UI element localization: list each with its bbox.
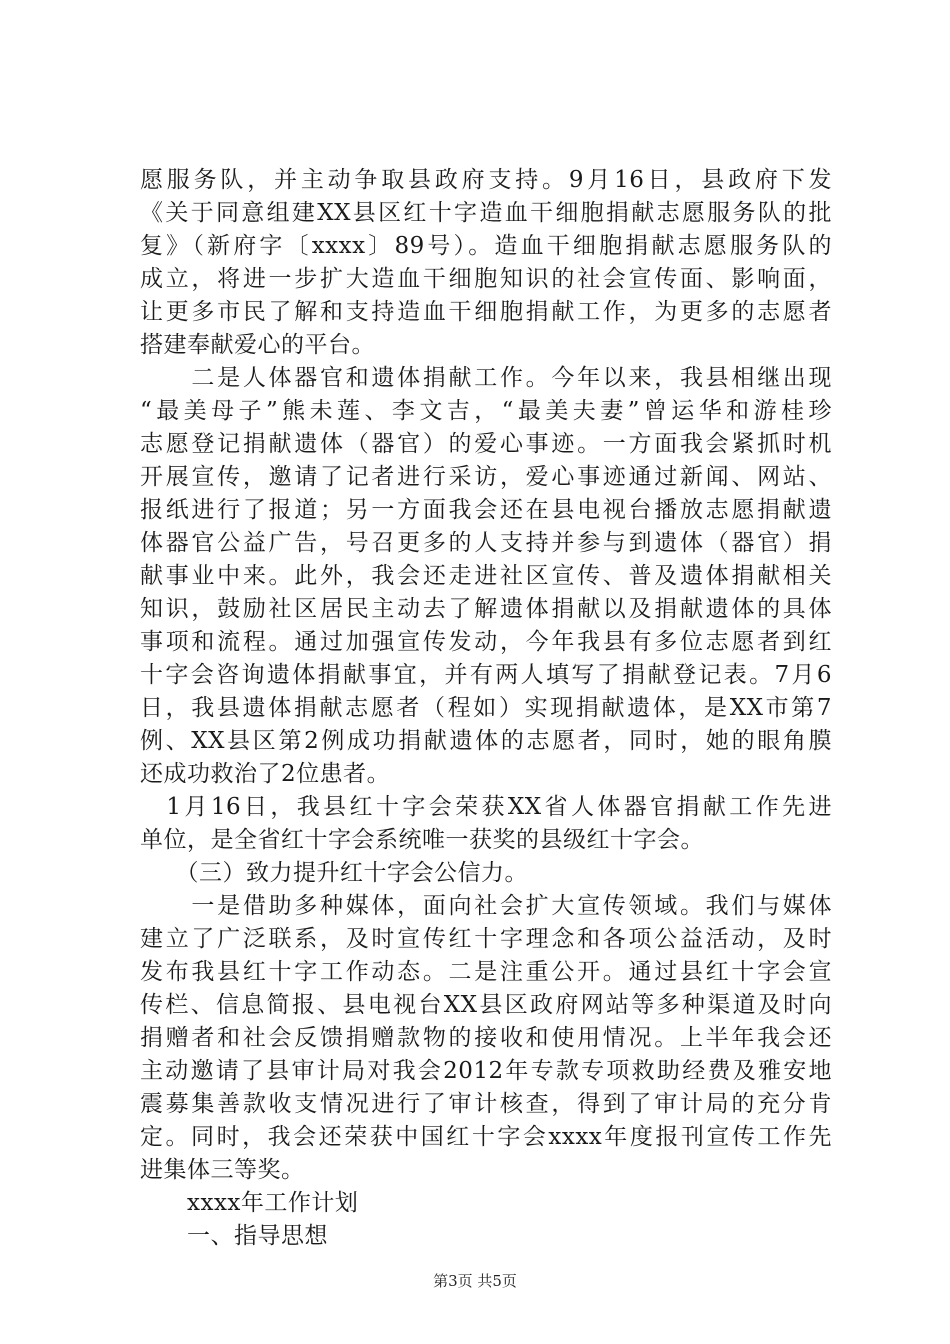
paragraph [140, 1220, 832, 1253]
text-line: 成立，将进一步扩大造血干细胞知识的社会宣传面、影响面， [140, 266, 832, 292]
text-line: 日，我县遗体捐献志愿者（程如）实现捐献遗体，是XX市第7 [140, 695, 832, 721]
text-line: 捐赠者和社会反馈捐赠款物的接收和使用情况。上半年我会还 [140, 1025, 832, 1051]
text-line: 事项和流程。通过加强宣传发动，今年我县有多位志愿者到红 [140, 629, 832, 655]
text-line: 《关于同意组建XX县区红十字造血干细胞捐献志愿服务队的批 [140, 200, 832, 226]
text-line: 定。同时，我会还荣获中国红十字会xxxx年度报刊宣传工作先 [140, 1124, 832, 1150]
page-number: 第3页 共5页 [433, 1272, 517, 1290]
text-line: 一是借助多种媒体，面向社会扩大宣传领域。我们与媒体 [140, 893, 832, 919]
document-body [140, 164, 832, 1253]
text-line: 进集体三等奖。 [140, 1157, 305, 1183]
text-line: 发布我县红十字工作动态。二是注重公开。通过县红十字会宣 [140, 959, 832, 985]
text-line: 传栏、信息简报、县电视台XX县区政府网站等多种渠道及时向 [140, 992, 832, 1018]
text-line: xxxx年工作计划 [140, 1190, 359, 1216]
text-line: 愿服务队，并主动争取县政府支持。9月16日，县政府下发 [140, 167, 832, 193]
text-line: 单位，是全省红十字会系统唯一获奖的县级红十字会。 [140, 827, 704, 853]
text-line: 一、指导思想 [140, 1223, 328, 1249]
text-line: “最美母子”熊未莲、李文吉，“最美夫妻”曾运华和游桂珍 [140, 398, 832, 424]
text-line: 报纸进行了报道；另一方面我会还在县电视台播放志愿捐献遗 [140, 497, 832, 523]
text-line: 知识，鼓励社区居民主动去了解遗体捐献以及捐献遗体的具体 [140, 596, 832, 622]
text-line: 例、XX县区第2例成功捐献遗体的志愿者，同时，她的眼角膜 [140, 728, 832, 754]
text-line: 还成功救治了2位患者。 [140, 761, 391, 787]
text-line: （三）致力提升红十字会公信力。 [140, 860, 528, 886]
text-line: 建立了广泛联系，及时宣传红十字理念和各项公益活动，及时 [140, 926, 832, 952]
paragraph [140, 164, 832, 362]
text-line: 主动邀请了县审计局对我会2012年专款专项救助经费及雅安地 [140, 1058, 832, 1084]
text-line: 让更多市民了解和支持造血干细胞捐献工作，为更多的志愿者 [140, 299, 832, 325]
text-line: 开展宣传，邀请了记者进行采访，爱心事迹通过新闻、网站、 [140, 464, 832, 490]
text-line: 二是人体器官和遗体捐献工作。今年以来，我县相继出现 [140, 365, 832, 391]
paragraph [140, 1187, 832, 1220]
paragraph [140, 791, 832, 857]
text-line: 献事业中来。此外，我会还走进社区宣传、普及遗体捐献相关 [140, 563, 832, 589]
text-line: 十字会咨询遗体捐献事宜，并有两人填写了捐献登记表。7月6 [140, 662, 832, 688]
paragraph [140, 857, 832, 890]
text-line: 复》（新府字〔xxxx〕89号）。造血干细胞捐献志愿服务队的 [140, 233, 832, 259]
text-line: 搭建奉献爱心的平台。 [140, 332, 375, 358]
text-line: 志愿登记捐献遗体（器官）的爱心事迹。一方面我会紧抓时机 [140, 431, 832, 457]
text-line: 震募集善款收支情况进行了审计核查，得到了审计局的充分肯 [140, 1091, 832, 1117]
paragraph [140, 362, 832, 791]
text-line: 体器官公益广告，号召更多的人支持并参与到遗体（器官）捐 [140, 530, 832, 556]
paragraph [140, 890, 832, 1187]
text-line: 1月16日，我县红十字会荣获XX省人体器官捐献工作先进 [140, 794, 832, 820]
